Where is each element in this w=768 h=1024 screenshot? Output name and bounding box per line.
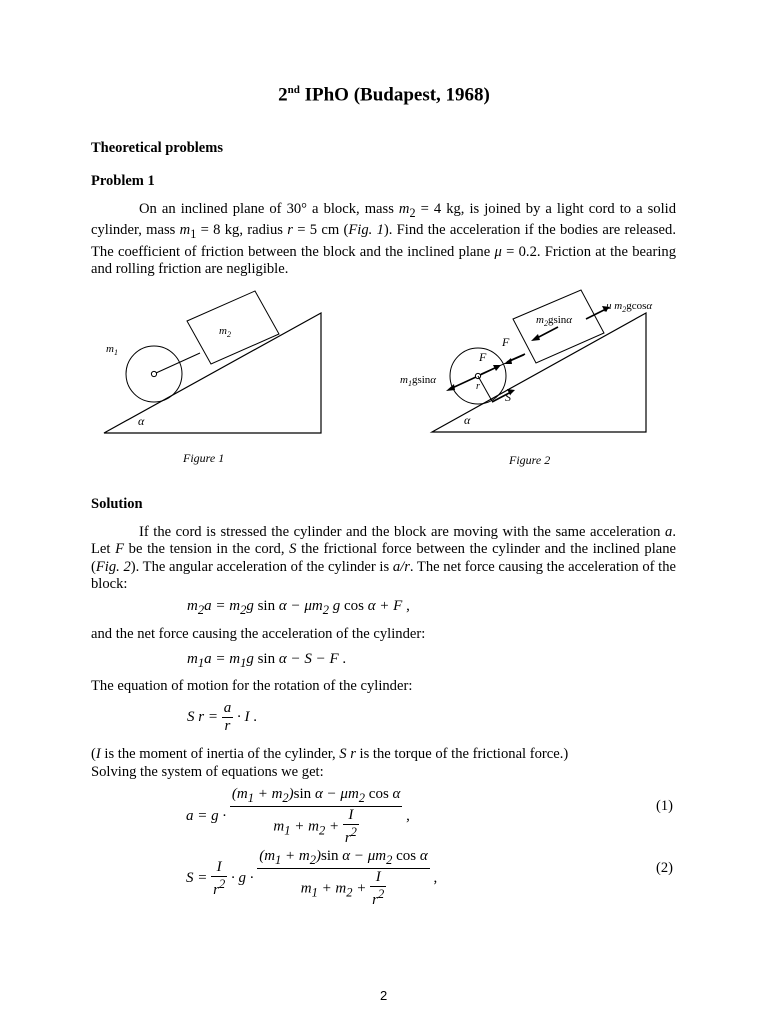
- fig2-S-label: S: [505, 390, 511, 404]
- radius-line: [478, 376, 492, 401]
- fig2-alpha-label: α: [464, 413, 471, 427]
- page-title: [0, 84, 768, 106]
- equation-1: a = g · $(m_1 + m_2)\sin$ $\alpha - \mu m_2$ cos α $m_1 + m_2$ + $\frac{I}{r^2}$ ,: [186, 786, 410, 846]
- solution-heading: Solution: [91, 496, 143, 512]
- force-F-cyl-arrow: [480, 367, 497, 375]
- fig1-m1-label: $m_1$: [106, 343, 118, 357]
- title-number: 2: [278, 84, 288, 106]
- fig1-m2-label: $m_2$: [219, 325, 231, 339]
- equation-2-number: (2): [656, 860, 673, 876]
- solution-paragraph-2: and the net force causing the acceleration of the cylinder:: [91, 626, 426, 642]
- fig2-F-block-label: F: [502, 335, 510, 349]
- figure-2: [380, 285, 710, 440]
- equation-rotation: S r = $\frac{a}{r}$ · I .: [187, 700, 257, 734]
- block-2: [513, 290, 604, 363]
- page-number: 2: [380, 988, 388, 1003]
- fig2-mu-label: μ $m_2gcos\alpha$: [606, 300, 653, 314]
- section-heading: Theoretical problems: [91, 140, 223, 156]
- fig1-alpha-label: α: [138, 414, 145, 428]
- solution-paragraph-5: Solving the system of equations we get:: [91, 764, 324, 780]
- incline-1: [104, 313, 321, 433]
- title-text: IPhO (Budapest, 1968): [304, 84, 490, 106]
- solution-paragraph-3: The equation of motion for the rotation of the cylinder:: [91, 678, 413, 694]
- figure-1-caption: Figure 1: [183, 451, 225, 465]
- equation-block: $m_2a = m_2g$ $\sin \alpha - \mu m_2$ g cos α + F ,: [187, 598, 410, 617]
- cord-1: [156, 353, 200, 373]
- figure-2-caption: Figure 2: [509, 453, 551, 467]
- fig2-m2g-label: $m_2gsin\alpha$: [536, 314, 573, 328]
- cylinder-axis-1: [151, 371, 156, 376]
- equation-2: S = $\frac{I}{r^2}$ · g · $(m_1 + m_2)\sin$ $\alpha - \mu m_2$ cos α $m_1 + m_2$ + $\frac{I}{r^2}$ ,: [186, 848, 438, 908]
- fig2-m1g-label: $m_1gsin\alpha$: [400, 374, 437, 388]
- problem-heading: Problem 1: [91, 173, 155, 189]
- equation-1-number: (1): [656, 798, 673, 814]
- fig2-r-label: r: [476, 381, 480, 392]
- block-1: [187, 291, 279, 364]
- title-suffix: nd: [287, 84, 300, 96]
- equation-cylinder: $m_1a = m_1g$ sin α − S − F .: [187, 651, 347, 670]
- problem-text: On an inclined plane of 30° a block, mass $m_2 = 4$ kg, is joined by a light cord to a solid cylinder, mass $m_1 = 8$ kg, radius r = 5 cm (Fig. 1). Find the acceleration if the bodies are released. The coefficient of friction between the block and the inclined plane μ = 0.2. Friction at the bearing and rolling friction are negligible.: [91, 201, 676, 278]
- solution-paragraph-1: If the cord is stressed the cylinder and the block are moving with the same acceleration a. Let F be the tension in the cord, S the frictional force between the cylinder and the inclined plane (Fig. 2). The angular acceleration of the cylinder is a/r. The net force causing the acceleration of the block:: [91, 524, 677, 593]
- solution-paragraph-4: (I is the moment of inertia of the cylinder, S r is the torque of the frictional force.): [91, 746, 569, 762]
- figure-1: [90, 280, 340, 440]
- fig2-F-cyl-label: F: [479, 350, 487, 364]
